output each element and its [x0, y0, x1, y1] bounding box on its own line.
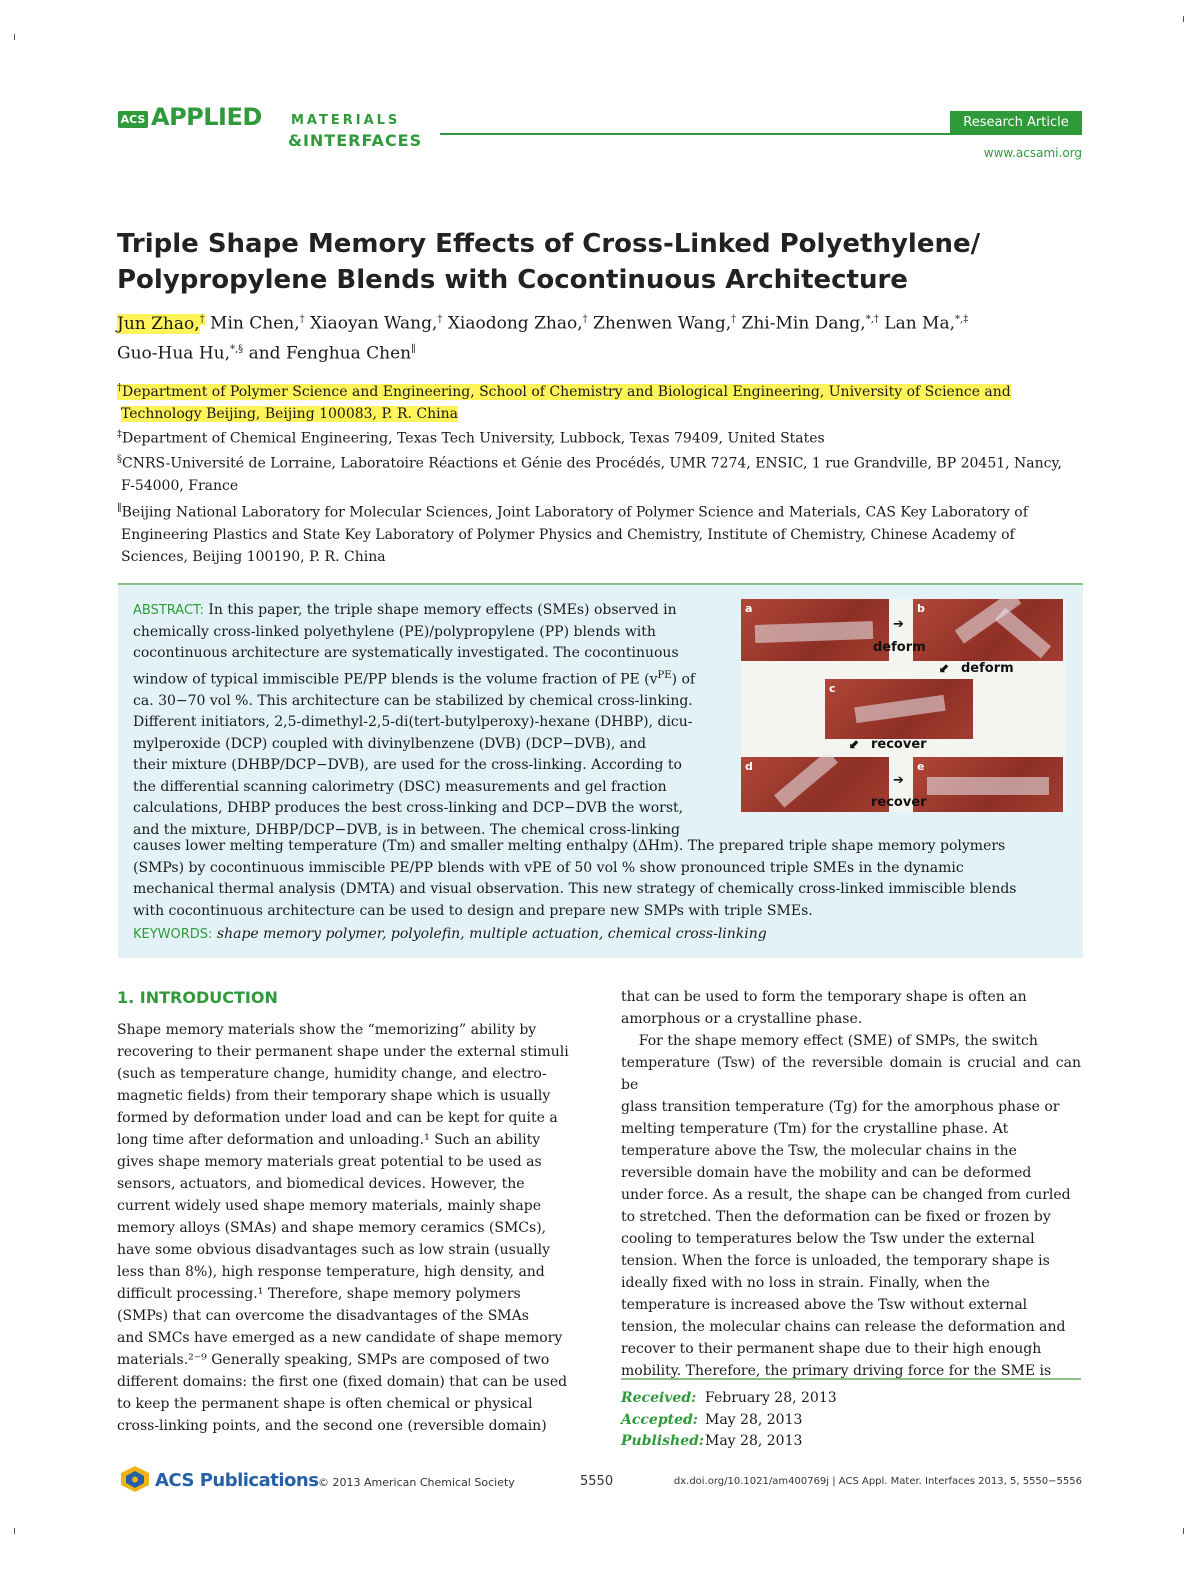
body-line: gives shape memory materials great potential to be used as	[117, 1154, 542, 1170]
arrow-deform-icon: ⬋	[939, 661, 950, 676]
body-line: recover to their permanent shape due to their high enough	[621, 1341, 1042, 1357]
author-mark: †	[731, 314, 737, 325]
body-line: to keep the permanent shape is often chemical or physical	[117, 1396, 533, 1412]
affiliation-text: Department of Polymer Science and Engineering, School of Chemistry and Biological Engineering, University of Science and	[122, 383, 1011, 400]
journal-logo-interfaces: &INTERFACES	[288, 131, 423, 150]
abstract-line: causes lower melting temperature (Tm) and smaller melting enthalpy (ΔHm). The prepared triple shape memory polymers	[133, 838, 1006, 854]
panel-label: b	[917, 602, 925, 615]
intro-left-column	[117, 1019, 575, 1437]
body-line: different domains: the first one (fixed domain) that can be used	[117, 1374, 568, 1390]
panel-label: d	[745, 760, 753, 773]
photo-panel-d	[741, 757, 889, 812]
photo-panel-b	[913, 599, 1063, 661]
body-line: Shape memory materials show the “memorizing” ability by	[117, 1022, 537, 1038]
publisher-name: ACS Publications	[155, 1470, 319, 1491]
arrow-recover-icon: ⬋	[849, 737, 860, 752]
body-line: recovering to their permanent shape under the external stimuli	[117, 1044, 569, 1060]
author-name[interactable]: Lan Ma,	[878, 313, 956, 334]
abstract-line: Different initiators, 2,5-dimethyl-2,5-di(tert-butylperoxy)-hexane (DHBP), dicu-	[133, 714, 693, 731]
body-line: mobility. Therefore, the primary driving force for the SME is	[621, 1363, 1052, 1379]
published-date: May 28, 2013	[705, 1433, 803, 1449]
body-line: cross-linking points, and the second one (reversible domain)	[117, 1418, 547, 1434]
affiliation-mark: §	[117, 454, 122, 465]
abstract-line: calculations, DHBP produces the best cross-linking and DCP−DVB the worst,	[133, 800, 684, 817]
abstract-line: (SMPs) by cocontinuous immiscible PE/PP blends with vPE of 50 vol % show pronounced triple SMEs in the dynamic	[133, 859, 964, 876]
affiliation-text: Department of Chemical Engineering, Texas Tech University, Lubbock, Texas 79409, United States	[122, 430, 825, 447]
author-name[interactable]: Jun Zhao,	[117, 313, 200, 334]
title-line: Polypropylene Blends with Cocontinuous Architecture	[117, 265, 908, 295]
body-line: current widely used shape memory materials, mainly shape	[117, 1198, 541, 1214]
author-name[interactable]: and Fenghua Chen	[243, 343, 412, 364]
deform-label: deform	[873, 640, 926, 655]
crop-mark	[14, 34, 15, 40]
body-line: cooling to temperatures below the Tsw under the external	[621, 1231, 1035, 1247]
affiliation-text: CNRS-Université de Lorraine, Laboratoire Réactions et Génie des Procédés, UMR 7274, ENSIC, 1 rue Grandville, BP 20451, Nancy,	[122, 455, 1062, 472]
affiliation-text: Technology Beijing, Beijing 100083, P. R. China	[121, 405, 458, 422]
author-mark: †	[199, 314, 205, 325]
author-name[interactable]: Zhenwen Wang,	[587, 313, 732, 334]
abstract-line: mylperoxide (DCP) coupled with divinylbenzene (DVB) (DCP−DVB), and	[133, 735, 647, 752]
abstract-line: chemically cross-linked polyethylene (PE)/polypropylene (PP) blends with	[133, 623, 656, 640]
published-label: Published:	[621, 1433, 705, 1449]
abstract-text-wide	[133, 836, 1063, 946]
author-mark: ∥	[411, 343, 416, 355]
abstract-line: window of typical immiscible PE/PP blends is the volume fraction of PE (v	[133, 671, 658, 688]
author-mark: †	[437, 314, 443, 325]
body-line: tension, the molecular chains can release the deformation and	[621, 1319, 1066, 1335]
acs-hexagon-logo-icon	[118, 1465, 152, 1493]
affiliation-text: Beijing National Laboratory for Molecular Sciences, Joint Laboratory of Polymer Science and Materials, CAS Key Laboratory of	[121, 504, 1028, 521]
author-name[interactable]: Guo-Hua Hu,	[117, 343, 230, 364]
body-line: temperature (Tsw) of the reversible domain is crucial and can be	[621, 1055, 1081, 1093]
body-line: difficult processing.¹ Therefore, shape memory polymers	[117, 1286, 521, 1302]
accepted-date: May 28, 2013	[705, 1411, 803, 1428]
publication-dates	[621, 1378, 1081, 1453]
author-name[interactable]: Xiaodong Zhao,	[442, 313, 583, 334]
body-line: amorphous or a crystalline phase.	[621, 1011, 863, 1027]
photo-panel-e	[913, 757, 1063, 812]
affiliation	[117, 377, 1082, 425]
body-line: have some obvious disadvantages such as low strain (usually	[117, 1242, 551, 1258]
author-mark: †	[582, 314, 588, 325]
author-line	[117, 337, 1097, 367]
paper-title	[117, 226, 1097, 298]
accepted-label: Accepted:	[621, 1411, 698, 1428]
body-line: formed by deformation under load and can be kept for quite a	[117, 1110, 558, 1126]
body-line: under force. As a result, the shape can be changed from curled	[621, 1187, 1071, 1203]
body-line: that can be used to form the temporary shape is often an	[621, 989, 1027, 1005]
received-label: Received:	[621, 1390, 697, 1406]
page-number: 5550	[580, 1474, 614, 1489]
abstract-line: cocontinuous architecture are systematically investigated. The cocontinuous	[133, 645, 679, 661]
body-line: tension. When the force is unloaded, the temporary shape is	[621, 1253, 1050, 1269]
photo-panel-a	[741, 599, 889, 661]
body-line: magnetic fields) from their temporary shape which is usually	[117, 1088, 551, 1104]
intro-right-column	[621, 986, 1081, 1382]
film-strip	[854, 695, 945, 723]
affiliation-text: Sciences, Beijing 100190, P. R. China	[121, 548, 386, 565]
body-line: glass transition temperature (Tg) for the amorphous phase or	[621, 1099, 1060, 1115]
author-name[interactable]: Xiaoyan Wang,	[304, 313, 438, 334]
abstract-line: the differential scanning calorimetry (DSC) measurements and gel fraction	[133, 778, 667, 795]
film-strip	[927, 777, 1049, 795]
deform-label: deform	[961, 661, 1014, 676]
abstract-line: mechanical thermal analysis (DMTA) and visual observation. This new strategy of chemically cross-linked immiscible blends	[133, 881, 1017, 897]
panel-label: e	[917, 760, 925, 773]
body-line: to stretched. Then the deformation can be fixed or frozen by	[621, 1209, 1051, 1225]
body-line: For the shape memory effect (SME) of SMPs, the switch	[621, 1033, 1038, 1049]
body-line: memory alloys (SMAs) and shape memory ceramics (SMCs),	[117, 1220, 547, 1236]
crop-mark	[1183, 1528, 1184, 1534]
abstract-text	[133, 600, 723, 841]
film-strip	[755, 621, 874, 643]
body-line: temperature is increased above the Tsw without external	[621, 1297, 1028, 1313]
journal-logo-applied: APPLIED	[151, 103, 262, 131]
keywords-label: KEYWORDS:	[133, 927, 213, 942]
abstract-line: and the mixture, DHBP/DCP−DVB, is in between. The chemical cross-linking	[133, 821, 681, 838]
body-line: (SMPs) that can overcome the disadvantages of the SMAs	[117, 1308, 529, 1324]
author-mark: *,§	[230, 343, 244, 355]
author-mark: *,‡	[955, 314, 969, 325]
recover-label: recover	[871, 795, 927, 810]
body-line: (such as temperature change, humidity change, and electro-	[117, 1066, 547, 1082]
crop-mark	[1183, 16, 1184, 22]
crop-mark	[14, 1528, 15, 1534]
author-name[interactable]: Zhi-Min Dang,	[736, 313, 866, 334]
abstract-line: In this paper, the triple shape memory effects (SMEs) observed in	[203, 602, 677, 618]
body-line: temperature above the Tsw, the molecular chains in the	[621, 1143, 1017, 1159]
recover-label: recover	[871, 737, 927, 752]
abstract-line: ca. 30−70 vol %. This architecture can be stabilized by chemical cross-linking.	[133, 692, 693, 709]
copyright: © 2013 American Chemical Society	[318, 1476, 515, 1489]
abstract-line: their mixture (DHBP/DCP−DVB), are used for the cross-linking. According to	[133, 757, 682, 774]
affiliation-mark: ∥	[117, 503, 122, 514]
body-line: and SMCs have emerged as a new candidate of shape memory	[117, 1330, 563, 1346]
author-mark: †	[299, 314, 305, 325]
body-line: less than 8%), high response temperature, high density, and	[117, 1264, 545, 1280]
affiliation	[117, 449, 1082, 497]
doi-link[interactable]: dx.doi.org/10.1021/am400769j | ACS Appl. Mater. Interfaces 2013, 5, 5550−5556	[673, 1476, 1082, 1487]
author-line	[117, 307, 1097, 337]
panel-label: a	[745, 602, 753, 615]
affiliation	[117, 498, 1082, 568]
received-date: February 28, 2013	[705, 1390, 837, 1406]
body-line: ideally fixed with no loss in strain. Finally, when the	[621, 1275, 990, 1291]
affiliation-mark: ‡	[117, 429, 122, 440]
section-heading: 1. INTRODUCTION	[117, 988, 278, 1007]
abstract-line: ) of	[671, 671, 696, 688]
journal-url-link[interactable]: www.acsami.org	[983, 146, 1082, 160]
journal-logo-materials: MATERIALS	[291, 113, 401, 128]
arrow-right-icon: ➔	[893, 773, 904, 788]
abstract-sup: PE	[657, 669, 672, 681]
photo-panel-c	[825, 679, 973, 739]
author-mark: *,†	[865, 314, 879, 325]
article-type-badge: Research Article	[950, 111, 1082, 135]
body-line: sensors, actuators, and biomedical devices. However, the	[117, 1176, 525, 1192]
panel-label: c	[829, 682, 836, 695]
film-strip	[774, 750, 838, 807]
toc-graphic	[741, 599, 1065, 812]
film-strip	[995, 608, 1051, 659]
body-line: long time after deformation and unloading.¹ Such an ability	[117, 1132, 541, 1148]
arrow-right-icon: ➔	[893, 617, 904, 632]
abstract-line: with cocontinuous architecture can be used to design and prepare new SMPs with triple SMEs.	[133, 902, 813, 919]
affiliation-text: F-54000, France	[121, 477, 239, 494]
abstract-label: ABSTRACT:	[133, 603, 204, 618]
affiliation-text: Engineering Plastics and State Key Laboratory of Polymer Physics and Chemistry, Institute of Chemistry, Chinese Academy of	[121, 526, 1015, 543]
body-line: materials.²⁻⁹ Generally speaking, SMPs are composed of two	[117, 1352, 550, 1368]
journal-logo-acs: ACS	[118, 111, 148, 128]
author-name[interactable]: Min Chen,	[204, 313, 300, 334]
body-line: melting temperature (Tm) for the crystalline phase. At	[621, 1121, 1009, 1137]
body-line: reversible domain have the mobility and can be deformed	[621, 1165, 1032, 1181]
author-list	[117, 307, 1097, 366]
title-line: Triple Shape Memory Effects of Cross-Linked Polyethylene/	[117, 229, 981, 259]
keywords: shape memory polymer, polyolefin, multiple actuation, chemical cross-linking	[212, 926, 767, 942]
affiliation-mark: †	[117, 382, 122, 393]
affiliation	[117, 424, 1082, 450]
